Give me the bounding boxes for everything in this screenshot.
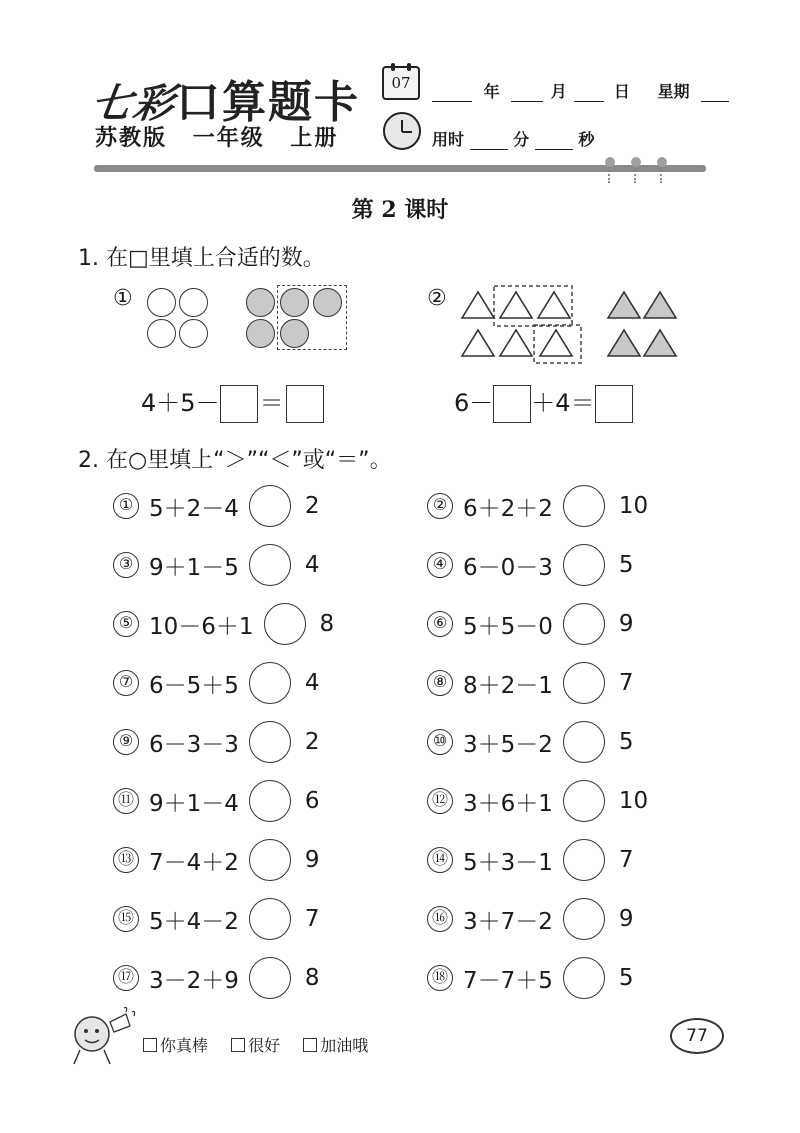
q1-equation-2 (454, 383, 633, 423)
edition-grade: 一年级 (192, 125, 265, 151)
calendar-icon (382, 66, 420, 100)
comparison-item (427, 484, 648, 528)
compare-answer-circle[interactable] (249, 898, 291, 940)
header-divider (94, 165, 706, 172)
gray-triangle (644, 292, 676, 318)
item-rhs-value: 7 (618, 847, 634, 873)
checkbox[interactable] (303, 1038, 317, 1052)
weekday-blank[interactable] (701, 86, 729, 102)
item-number: ⑯ (427, 906, 453, 932)
checkbox[interactable] (143, 1038, 157, 1052)
item-rhs-value: 2 (304, 729, 320, 755)
answer-box[interactable] (493, 385, 531, 423)
item-number: ⑫ (427, 788, 453, 814)
compare-answer-circle[interactable] (563, 662, 605, 704)
edition-volume: 上册 (290, 125, 339, 151)
comparison-item (427, 838, 634, 882)
item-rhs-value: 8 (304, 965, 320, 991)
gray-circle (246, 319, 275, 348)
item-expression: 9＋1－4 (149, 790, 239, 817)
comparison-item (113, 897, 320, 941)
pin-icon (608, 157, 612, 183)
edition-publisher: 苏教版 (95, 125, 168, 151)
minutes-blank[interactable] (470, 134, 508, 150)
white-triangle (540, 330, 572, 356)
item-number: ⑬ (113, 847, 139, 873)
item-number: ⑥ (427, 611, 453, 637)
mascot-illustration (66, 1004, 140, 1068)
q1-part2-number: ② (427, 286, 447, 311)
page-number: 77 (670, 1018, 724, 1054)
white-triangle (500, 330, 532, 356)
gray-triangle (608, 292, 640, 318)
time-used-label: 用时 (432, 130, 465, 149)
month-label: 月 (550, 82, 567, 101)
eval-option-label: 加油哦 (320, 1036, 369, 1055)
eval-option-keep-going[interactable] (303, 1036, 368, 1055)
item-number: ⑮ (113, 906, 139, 932)
item-rhs-value: 4 (304, 670, 320, 696)
item-number: ③ (113, 552, 139, 578)
gray-triangle (608, 330, 640, 356)
item-number: ④ (427, 552, 453, 578)
gray-circle (313, 288, 342, 317)
question-1-title: 1. 在□里填上合适的数。 (78, 246, 325, 271)
answer-box[interactable] (595, 385, 633, 423)
item-rhs-value: 5 (618, 965, 634, 991)
minutes-label: 分 (513, 130, 530, 149)
seconds-blank[interactable] (535, 134, 573, 150)
compare-answer-circle[interactable] (563, 839, 605, 881)
item-number: ⑤ (113, 611, 139, 637)
compare-answer-circle[interactable] (249, 721, 291, 763)
answer-box[interactable] (220, 385, 258, 423)
item-expression: 7－4＋2 (149, 849, 239, 876)
item-expression: 6－3－3 (149, 731, 239, 758)
date-fields (432, 79, 729, 102)
item-number: ① (113, 493, 139, 519)
edition-line (95, 121, 354, 152)
eval-option-label: 你真棒 (160, 1036, 209, 1055)
white-circle (147, 288, 176, 317)
q1-equation-1 (141, 383, 324, 423)
triangle-figure (456, 284, 686, 364)
white-circle (179, 288, 208, 317)
item-number: ⑱ (427, 965, 453, 991)
eq1-number-a: 4 (141, 389, 157, 417)
item-rhs-value: 9 (618, 611, 634, 637)
comparison-item (113, 484, 320, 528)
comparison-item (113, 956, 320, 1000)
white-triangle (462, 292, 494, 318)
month-blank[interactable] (511, 86, 543, 102)
comparison-item (113, 720, 320, 764)
checkbox[interactable] (231, 1038, 245, 1052)
compare-answer-circle[interactable] (249, 485, 291, 527)
item-rhs-value: 5 (618, 552, 634, 578)
item-expression: 5＋2－4 (149, 495, 239, 522)
eq1-plus: ＋ (156, 389, 181, 417)
compare-answer-circle[interactable] (249, 839, 291, 881)
white-circle (179, 319, 208, 348)
compare-answer-circle[interactable] (563, 780, 605, 822)
item-number: ⑦ (113, 670, 139, 696)
item-rhs-value: 2 (304, 493, 320, 519)
item-rhs-value: 5 (618, 729, 634, 755)
eval-option-label: 很好 (248, 1036, 281, 1055)
item-expression: 9＋1－5 (149, 554, 239, 581)
lesson-title: 第 2 课时 (351, 197, 449, 223)
eq1-equals: ＝ (259, 389, 284, 417)
comparison-item (113, 661, 320, 705)
item-number: ⑰ (113, 965, 139, 991)
eval-option-great[interactable] (143, 1036, 208, 1055)
compare-answer-circle[interactable] (249, 957, 291, 999)
white-triangle (538, 292, 570, 318)
clock-icon (383, 112, 421, 150)
eq2-plus: ＋ (531, 389, 556, 417)
item-expression: 3＋7－2 (463, 908, 553, 935)
gray-triangle (644, 330, 676, 356)
compare-answer-circle[interactable] (563, 544, 605, 586)
comparison-item (427, 543, 634, 587)
eq2-number-a: 6 (454, 389, 470, 417)
item-expression: 5＋5－0 (463, 613, 553, 640)
item-number: ⑭ (427, 847, 453, 873)
item-number: ② (427, 493, 453, 519)
item-rhs-value: 7 (618, 670, 634, 696)
item-expression: 3＋6＋1 (463, 790, 553, 817)
eq1-minus: － (195, 389, 220, 417)
item-expression: 3＋5－2 (463, 731, 553, 758)
compare-answer-circle[interactable] (264, 603, 306, 645)
item-rhs-value: 9 (304, 847, 320, 873)
item-number: ⑨ (113, 729, 139, 755)
year-blank[interactable] (432, 86, 472, 102)
weekday-label: 星期 (657, 82, 690, 101)
gray-circle (280, 319, 309, 348)
compare-answer-circle[interactable] (249, 780, 291, 822)
item-rhs-value: 9 (618, 906, 634, 932)
item-rhs-value: 4 (304, 552, 320, 578)
white-triangle (462, 330, 494, 356)
gray-circle (280, 288, 309, 317)
calendar-icon-number: 07 (391, 74, 411, 92)
pin-icon (634, 157, 638, 183)
seconds-label: 秒 (578, 130, 595, 149)
item-expression: 7－7＋5 (463, 967, 553, 994)
comparison-item (427, 602, 634, 646)
eq2-minus: － (469, 389, 494, 417)
question-2-title: 2. 在○里填上“＞”“＜”或“＝”。 (78, 448, 392, 473)
item-rhs-value: 10 (618, 788, 649, 814)
answer-box[interactable] (286, 385, 324, 423)
item-expression: 8＋2－1 (463, 672, 553, 699)
day-label: 日 (613, 82, 630, 101)
item-expression: 3－2＋9 (149, 967, 239, 994)
pin-icon (660, 157, 664, 183)
comparison-item (427, 779, 648, 823)
item-rhs-value: 10 (618, 493, 649, 519)
comparison-item (427, 897, 634, 941)
comparison-item (113, 779, 320, 823)
item-expression: 6－0－3 (463, 554, 553, 581)
brand-title-art: 七彩 (88, 80, 179, 127)
q1-part1-number: ① (113, 286, 133, 311)
item-number: ⑪ (113, 788, 139, 814)
white-circle (147, 319, 176, 348)
compare-answer-circle[interactable] (563, 957, 605, 999)
gray-circle (246, 288, 275, 317)
brand-title-text: 口算题卡 (176, 77, 360, 128)
eq2-number-b: 4 (555, 389, 571, 417)
item-expression: 5＋3－1 (463, 849, 553, 876)
compare-answer-circle[interactable] (563, 603, 605, 645)
compare-answer-circle[interactable] (563, 721, 605, 763)
day-blank[interactable] (574, 86, 604, 102)
compare-answer-circle[interactable] (563, 898, 605, 940)
item-number: ⑩ (427, 729, 453, 755)
eq1-number-b: 5 (180, 389, 196, 417)
compare-answer-circle[interactable] (563, 485, 605, 527)
comparison-item (113, 543, 320, 587)
comparison-item (427, 720, 634, 764)
comparison-item (113, 838, 320, 882)
year-label: 年 (483, 82, 500, 101)
item-expression: 6－5＋5 (149, 672, 239, 699)
item-expression: 5＋4－2 (149, 908, 239, 935)
item-expression: 6＋2＋2 (463, 495, 553, 522)
white-triangle (500, 292, 532, 318)
comparison-item (113, 602, 334, 646)
item-rhs-value: 7 (304, 906, 320, 932)
eq2-equals: ＝ (570, 389, 595, 417)
item-rhs-value: 6 (304, 788, 320, 814)
time-fields (432, 127, 594, 150)
eval-option-good[interactable] (231, 1036, 280, 1055)
comparison-item (427, 661, 634, 705)
item-number: ⑧ (427, 670, 453, 696)
compare-answer-circle[interactable] (249, 662, 291, 704)
compare-answer-circle[interactable] (249, 544, 291, 586)
item-rhs-value: 8 (319, 611, 335, 637)
comparison-item (427, 956, 634, 1000)
item-expression: 10－6＋1 (149, 613, 254, 640)
self-evaluation (143, 1033, 386, 1056)
